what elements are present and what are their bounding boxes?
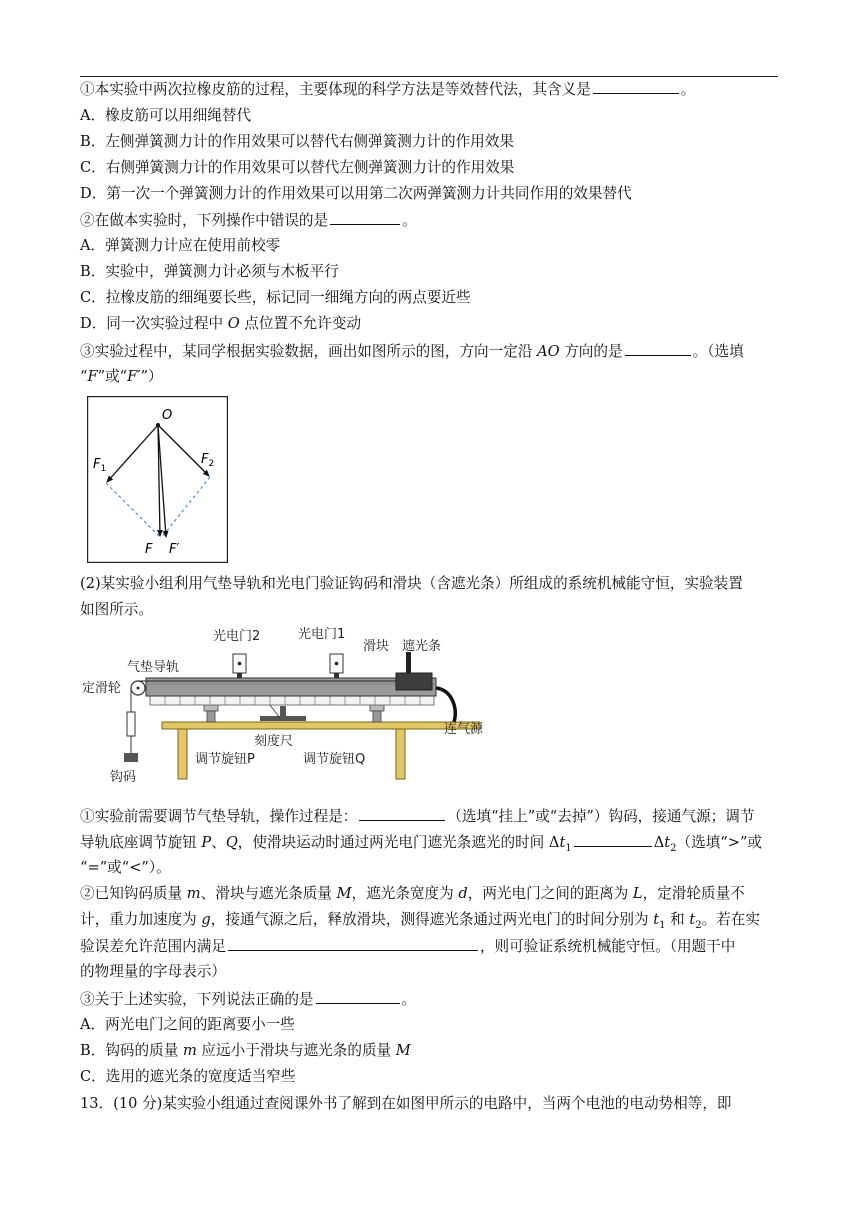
point-o [156, 423, 160, 427]
answer-blank[interactable] [593, 79, 679, 94]
dashed-edge-left [106, 483, 161, 538]
q2-s2: ②已知钩码质量 m、滑块与遮光条质量 M，遮光条宽度为 d，两光电门之间的距离为 L，定滑轮质量不 [80, 885, 745, 902]
answer-blank[interactable] [316, 989, 400, 1004]
shading-strip [406, 652, 411, 673]
label-weight: 钩码 [110, 770, 137, 785]
label-f: F [145, 542, 153, 557]
option-c: C．拉橡皮筋的细绳要长些，标记同一细绳方向的两点要近些 [80, 289, 471, 306]
q2-intro-cont: 如图所示。 [80, 601, 153, 618]
option-d: D．第一次一个弹簧测力计的作用效果可以用第二次两弹簧测力计共同作用的效果替代 [80, 185, 632, 202]
label-o: O [162, 408, 173, 423]
label-air: 连气源 [444, 722, 484, 737]
label-shade: 遮光条 [402, 639, 442, 654]
option-c: C．选用的遮光条的宽度适当窄些 [80, 1068, 296, 1085]
rail-support-base [260, 716, 306, 721]
photogate-2-mount [237, 673, 242, 678]
label-pulley: 定滑轮 [82, 681, 122, 696]
answer-blank[interactable] [330, 210, 400, 225]
table-leg-left [178, 729, 187, 779]
label-slider: 滑块 [363, 639, 390, 654]
top-rule [80, 76, 778, 77]
photogate-2-sensor [238, 662, 242, 666]
q1-s2: ②在做本实验时，下列操作中错误的是 。 [80, 212, 417, 229]
q2-intro: (2)某实验小组利用气垫导轨和光电门验证钩码和滑块（含遮光条）所组成的系统机械能守恒，实验装置 [80, 575, 743, 592]
slider [396, 673, 432, 690]
q2-s2-end: 的物理量的字母表示） [80, 963, 226, 980]
arrow-f2 [158, 425, 209, 476]
q1-s3: ③实验过程中，某同学根据实验数据，画出如图所示的图，方向一定沿 AO 方向的是 。（选填 [80, 343, 744, 360]
hook-spring [127, 712, 135, 736]
q2-s2-cont: 计，重力加速度为 g，接通气源之后，释放滑块，测得遮光条通过两光电门的时间分别为 $t_1$ 和 $t_2$。若在实 [80, 911, 760, 931]
photogate-1-sensor [335, 662, 339, 666]
table-top [162, 722, 480, 729]
answer-blank[interactable] [625, 341, 691, 356]
q2-s1-cont: 导轨底座调节旋钮 P、Q，使滑块运动时通过两光电门遮光条遮光的时间 $\Delta t_1$ $\Delta t_2$（选填“>”或 [80, 834, 763, 854]
hook-weight [124, 753, 138, 762]
option-c: C．右侧弹簧测力计的作用效果可以替代左侧弹簧测力计的作用效果 [80, 159, 515, 176]
option-a: A．橡皮筋可以用细绳替代 [80, 107, 252, 124]
answer-blank[interactable] [228, 936, 478, 951]
label-knob-q: 调节旋钮Q [303, 752, 366, 767]
air-track-diagram [80, 618, 500, 788]
label-gate1: 光电门1 [298, 627, 346, 642]
q2-s1: ①实验前需要调节气垫导轨，操作过程是： （选填“挂上”或“去掉”）钩码，接通气源；调节 [80, 808, 755, 825]
q1-s1: ①本实验中两次拉橡皮筋的过程，主要体现的科学方法是等效替代法，其含义是 。 [80, 81, 696, 98]
rail-support [280, 706, 286, 716]
option-a: A．两光电门之间的距离要小一些 [80, 1016, 295, 1033]
option-a: A．弹簧测力计应在使用前校零 [80, 237, 281, 254]
label-knob-p: 调节旋钮P [195, 752, 255, 767]
option-b: B．钩码的质量 m 应远小于滑块与遮光条的质量 M [80, 1042, 411, 1059]
label-f-prime: F′ [169, 542, 180, 557]
q1-s3-cont: “F”或“F′”） [80, 368, 163, 385]
force-diagram [87, 396, 228, 563]
q2-s1-end: “=”或“<”）。 [80, 859, 171, 876]
option-b: B．实验中，弹簧测力计必须与木板平行 [80, 263, 339, 280]
knob-p-stem [207, 711, 215, 722]
table-leg-right [396, 729, 405, 779]
knob-q-stem [373, 711, 381, 722]
label-f1: $F_1$ [93, 457, 107, 474]
pulley-axle [137, 687, 140, 690]
label-scale: 刻度尺 [254, 734, 294, 749]
label-gate2: 光电门2 [213, 629, 261, 644]
q2-s3: ③关于上述实验，下列说法正确的是 。 [80, 991, 417, 1008]
label-rail: 气垫导轨 [127, 660, 180, 675]
option-d: D．同一次实验过程中 O 点位置不允许变动 [80, 315, 362, 332]
scale-ruler [150, 696, 434, 705]
option-b: B．左侧弹簧测力计的作用效果可以替代右侧弹簧测力计的作用效果 [80, 133, 514, 150]
label-f2: $F_2$ [201, 452, 215, 469]
question-13: 13．(10 分)某实验小组通过查阅课外书了解到在如图甲所示的电路中，当两个电池的电动势相等，即 [80, 1095, 732, 1112]
answer-blank[interactable] [574, 832, 652, 847]
arrow-f1 [107, 425, 158, 482]
q2-s2-cont2: 验误差允许范围内满足 ，则可验证系统机械能守恒。（用题干中 [80, 938, 736, 955]
photogate-1-mount [334, 673, 339, 678]
answer-blank[interactable] [359, 806, 445, 821]
air-hose [436, 688, 455, 722]
dashed-edge-right [161, 477, 210, 538]
